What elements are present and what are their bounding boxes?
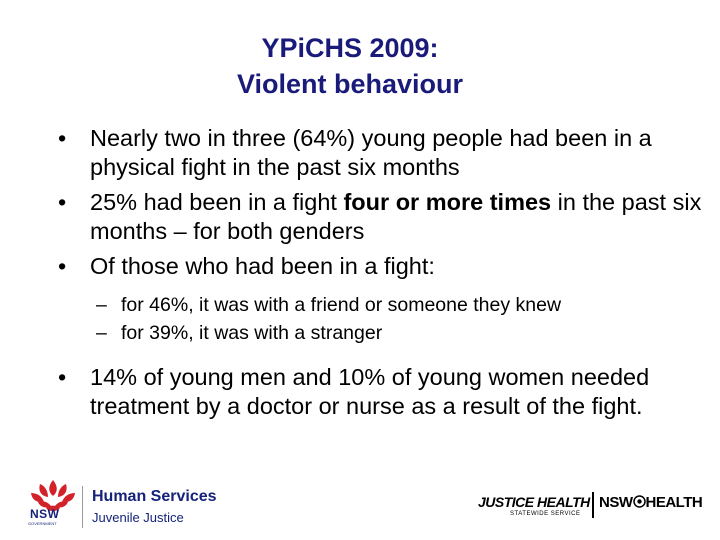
slide-title: [140, 30, 560, 102]
waratah-mini-icon: [633, 495, 646, 508]
bullet-text: Of those who had been in a fight:: [90, 253, 435, 279]
sub-bullet-text: for 46%, it was with a friend or someone they knew: [121, 294, 562, 316]
sub-bullet-item: [96, 291, 708, 319]
sub-bullet-item: [96, 319, 708, 347]
logo-divider: [592, 492, 594, 518]
bullet-text: Nearly two in three (64%) young people had been in a physical fight in the past six months: [90, 125, 652, 180]
bullet-text: 14% of young men and 10% of young women needed treatment by a doctor or nurse as a result of the fight.: [90, 364, 650, 419]
human-services-title: Human Services: [92, 488, 217, 505]
bullet-item: [58, 124, 708, 182]
sub-bullet-list: [58, 291, 708, 347]
logo-divider: [82, 486, 83, 528]
bullet-emphasis: four or more times: [343, 189, 552, 215]
nsw-health-post: HEALTH: [645, 494, 703, 511]
sub-bullet-text: for 39%, it was with a stranger: [121, 322, 383, 344]
nsw-wordmark: NSW: [30, 507, 60, 521]
bullet-text: 25% had been in a fight: [90, 189, 344, 215]
slide-title-line2: Violent behaviour: [236, 69, 464, 99]
statewide-service-label: STATEWIDE SERVICE: [510, 511, 581, 517]
justice-health-title: JUSTICE HEALTH: [478, 494, 590, 510]
footer-logos: [0, 470, 720, 540]
juvenile-justice-label: Juvenile Justice: [92, 510, 184, 525]
bullet-item: [58, 188, 708, 246]
bullet-item: [58, 363, 708, 421]
nsw-health-logo: [599, 494, 702, 511]
bullet-item: [58, 252, 708, 281]
slide-title-line1: YPiCHS 2009:: [261, 33, 439, 63]
bullet-text: in the past six months – for both genders: [90, 189, 702, 244]
slide-body: [58, 124, 708, 427]
nsw-government-label: GOVERNMENT: [28, 521, 57, 526]
nsw-health-pre: NSW: [599, 494, 633, 511]
